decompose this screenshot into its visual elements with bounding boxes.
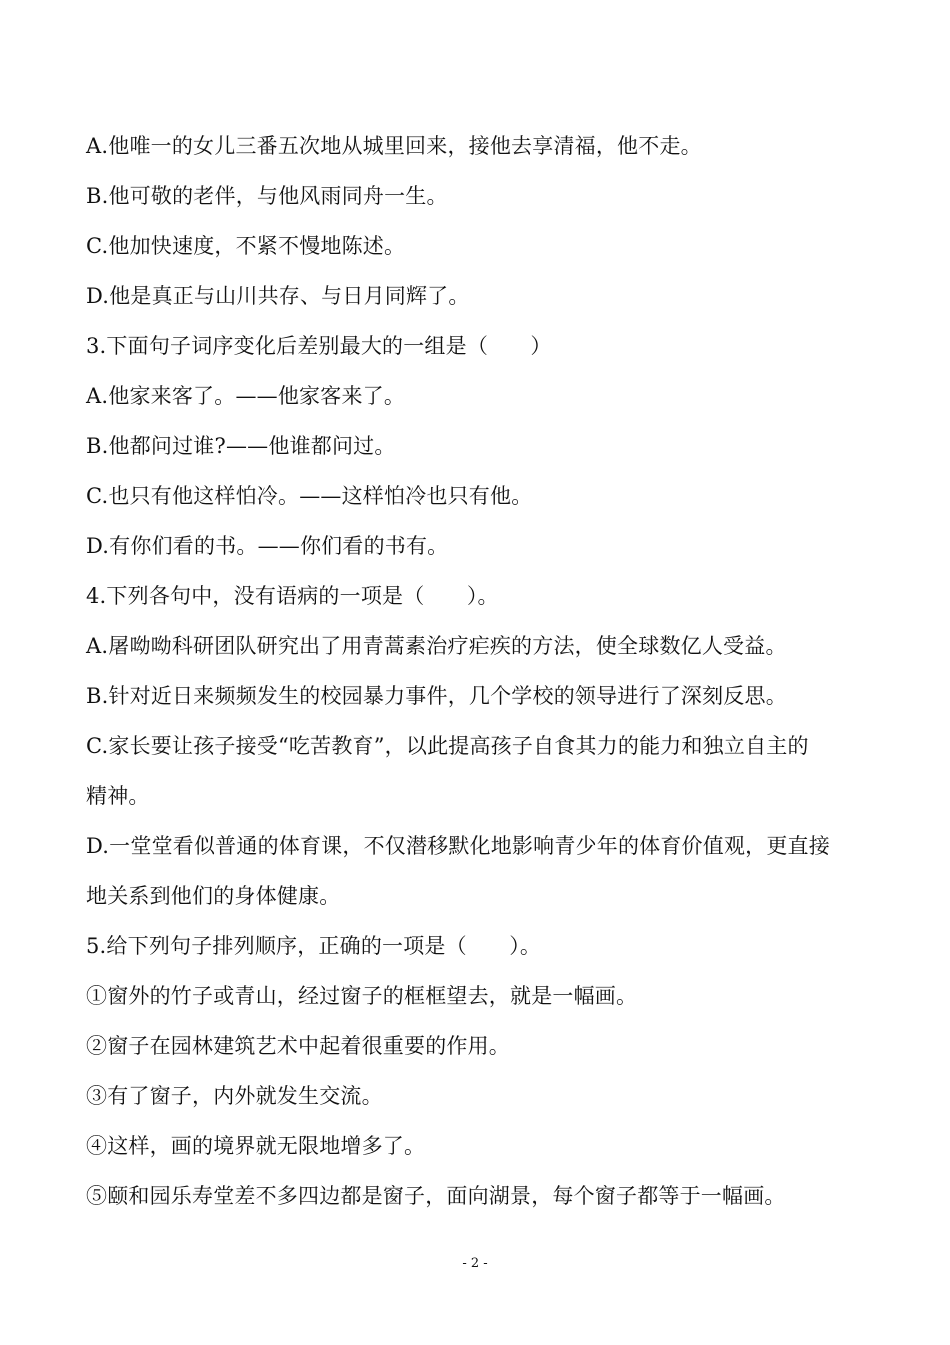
question-5-sentence-4: ④这样，画的境界就无限地增多了。 bbox=[86, 1134, 426, 1158]
page-number: - 2 - bbox=[462, 1256, 488, 1271]
option-a-line: A.他唯一的女儿三番五次地从城里回来，接他去享清福，他不走。 bbox=[86, 134, 702, 158]
question-4-option-b: B.针对近日来频频发生的校园暴力事件，几个学校的领导进行了深刻反思。 bbox=[86, 684, 787, 708]
document-body bbox=[86, 121, 876, 1221]
option-d-line: D.他是真正与山川共存、与日月同辉了。 bbox=[86, 284, 470, 308]
question-5-sentence-2: ②窗子在园林建筑艺术中起着很重要的作用。 bbox=[86, 1034, 510, 1058]
question-4-option-c: C.家长要让孩子接受“吃苦教育”，以此提高孩子自食其力的能力和独立自主的 bbox=[86, 734, 809, 758]
question-4-option-c-continued: 精神。 bbox=[86, 784, 150, 808]
question-3-option-a: A.他家来客了。——他家客来了。 bbox=[86, 384, 406, 408]
question-4-option-a: A.屠呦呦科研团队研究出了用青蒿素治疗疟疾的方法，使全球数亿人受益。 bbox=[86, 634, 787, 658]
option-c-line: C.他加快速度，不紧不慢地陈述。 bbox=[86, 234, 406, 258]
question-5-sentence-1: ①窗外的竹子或青山，经过窗子的框框望去，就是一幅画。 bbox=[86, 984, 638, 1008]
question-5-sentence-3: ③有了窗子，内外就发生交流。 bbox=[86, 1084, 383, 1108]
question-4-option-d: D.一堂堂看似普通的体育课，不仅潜移默化地影响青少年的体育价值观，更直接 bbox=[86, 834, 830, 858]
question-4-option-d-continued: 地关系到他们的身体健康。 bbox=[86, 884, 341, 908]
question-3-option-b: B.他都问过谁?——他谁都问过。 bbox=[86, 434, 396, 458]
question-3-option-d: D.有你们看的书。——你们看的书有。 bbox=[86, 534, 449, 558]
option-b-line: B.他可敬的老伴，与他风雨同舟一生。 bbox=[86, 184, 448, 208]
question-5: 5.给下列句子排列顺序，正确的一项是（ ）。 bbox=[86, 934, 542, 958]
question-3-option-c: C.也只有他这样怕冷。——这样怕冷也只有他。 bbox=[86, 484, 533, 508]
question-5-sentence-5: ⑤颐和园乐寿堂差不多四边都是窗子，面向湖景，每个窗子都等于一幅画。 bbox=[86, 1184, 786, 1208]
question-3: 3.下面句子词序变化后差别最大的一组是（ ） bbox=[86, 334, 552, 358]
question-4: 4.下列各句中，没有语病的一项是（ ）。 bbox=[86, 584, 499, 608]
